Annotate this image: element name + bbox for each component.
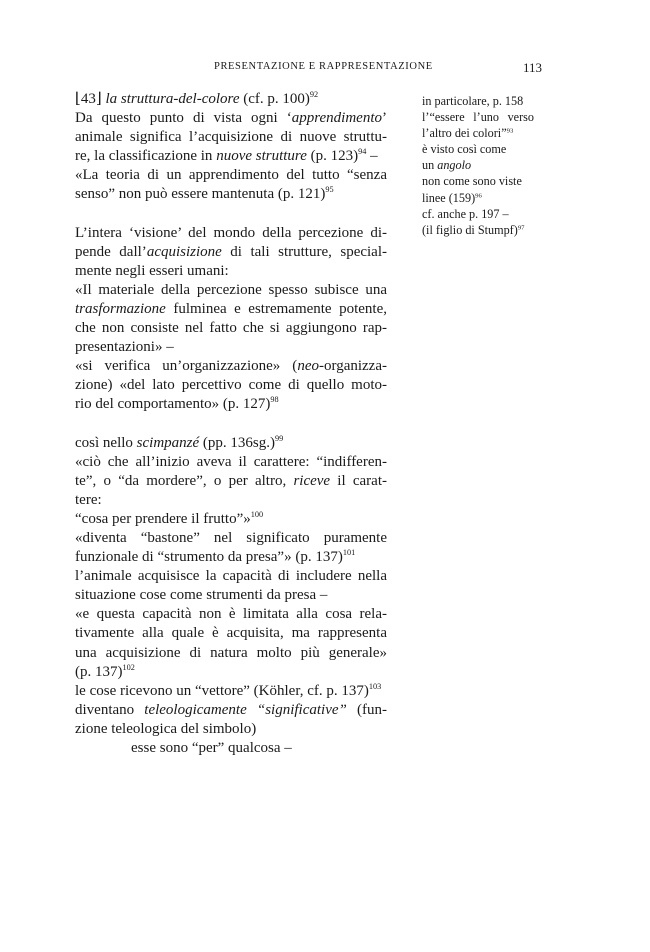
note-marker: ⌊43⌋ (75, 91, 106, 107)
margin-line: l’“essere l’uno verso (422, 110, 534, 125)
footnote-ref: 92 (309, 90, 319, 100)
text-line: te”, o “da mordere”, o per altro, riceve il carat- (75, 472, 388, 489)
margin-line: in particolare, p. 158 (422, 94, 524, 108)
margin-line: l’altro dei colori”$^{93}$ (422, 126, 514, 141)
text-line: situazione cose come strumenti da presa – (75, 587, 328, 604)
footnote-ref: 96 (475, 191, 482, 199)
text-line: rio del comportamento» (p. 127)$^{98}$ (75, 395, 279, 413)
footnote-ref: 102 (122, 662, 135, 672)
text-line: animale significa l’acquisizione di nuove struttu- (75, 129, 387, 146)
text-line: «La teoria di un apprendimento del tutto “senza (75, 167, 387, 184)
margin-line: cf. anche p. 197 – (422, 206, 509, 221)
text-line: trasformazione fulminea e estremamente potente, (75, 300, 387, 317)
text-line: l’animale acquisisce la capacità di includere nella (75, 568, 387, 585)
text-line: zione teleologica del simbolo) (75, 720, 257, 737)
emphasis: scimpanzé (136, 434, 200, 451)
text-line: presentazioni» – (75, 339, 174, 356)
text-line: «si verifica un’organizzazione» (neo-organizza- (75, 358, 387, 375)
text-line: così nello scimpanzé (pp. 136sg.)$^{99}$ (75, 433, 284, 451)
text-line: una acquisizione di natura molto più generale» (75, 644, 387, 661)
text-line: Da questo punto di vista ogni ‘apprendimento’ (75, 110, 387, 127)
footnote-ref: 101 (342, 548, 356, 558)
emphasis: nuove strutture (216, 148, 307, 165)
text-line: pende dall’acquisizione di tali strutture, special- (75, 243, 387, 260)
emphasis: trasformazione (75, 300, 166, 317)
text-line: tere: (75, 491, 102, 508)
margin-line: (il figlio di Stumpf)$^{97}$ (422, 222, 525, 237)
text-line: funzionale di “strumento da presa”» (p. 137)$^{101}$ (75, 548, 356, 566)
margin-line: è visto così come (422, 142, 507, 157)
text-line: zione) «del lato percettivo come di quello moto- (75, 377, 387, 394)
text-line: mente negli esseri umani: (75, 262, 229, 279)
emphasis: apprendimento (291, 110, 382, 127)
text-line: «Il materiale della percezione spesso subisce una (75, 281, 387, 298)
running-head-title: PRESENTAZIONE E RAPPRESENTAZIONE (214, 61, 433, 72)
running-head (0, 61, 650, 77)
footnote-ref: 103 (368, 681, 382, 691)
text-line: «ciò che all’inizio aveva il carattere: “indifferen- (75, 453, 387, 470)
text-line: “cosa per prendere il frutto”»$^{100}$ (75, 510, 264, 527)
footnote-ref: 100 (250, 510, 264, 520)
text-line: ⌊43⌋ la struttura-del-colore (cf. p. 100)$^{92}$ (75, 90, 319, 107)
emphasis: riceve (293, 472, 331, 489)
margin-line: linee $(159)^{96}$ (422, 190, 482, 205)
emphasis: neo (297, 358, 319, 375)
footnote-ref: 98 (270, 395, 279, 405)
footnote-ref: 95 (325, 185, 334, 195)
marginal-notes-column (422, 93, 534, 238)
text-line: re, la classificazione in nuove strutture (p. 123)$^{94}$ – (75, 147, 378, 165)
emphasis: teleologicamente “significative” (144, 701, 347, 718)
page-number: 113 (522, 60, 542, 75)
text-line: che non consiste nel fatto che si aggiungono rap- (75, 320, 387, 337)
text-line: «e questa capacità non è limitata alla cosa rela- (75, 606, 387, 623)
emphasis: la struttura-del-colore (105, 91, 240, 107)
text-line: L’intera ‘visione’ del mondo della percezione di- (75, 224, 387, 241)
margin-line: un angolo (422, 158, 472, 173)
paragraph-gap (75, 205, 387, 224)
footnote-ref: 93 (506, 127, 514, 135)
text-line: senso” non può essere mantenuta (p. 121)$^{95}$ (75, 185, 334, 203)
text-line: diventano teleologicamente “significative” (fun- (75, 701, 387, 718)
paragraph-gap (75, 415, 387, 434)
emphasis: acquisizione (146, 243, 222, 260)
margin-line: non come sono viste (422, 174, 522, 189)
text-line: esse sono “per” qualcosa – (131, 740, 292, 756)
emphasis: angolo (437, 158, 472, 173)
footnote-ref: 97 (517, 224, 525, 232)
text-line: «diventa “bastone” nel significato puramente (75, 529, 387, 546)
main-text-column (75, 90, 387, 758)
text-line: (p. 137)$^{102}$ (75, 662, 135, 680)
footnote-ref: 94 (358, 147, 367, 157)
footnote-ref: 99 (274, 433, 284, 443)
text-line: tivamente alla quale è acquisita, ma rappresenta (75, 625, 387, 642)
text-line: le cose ricevono un “vettore” (Köhler, cf. p. 137)$^{103}$ (75, 681, 382, 699)
